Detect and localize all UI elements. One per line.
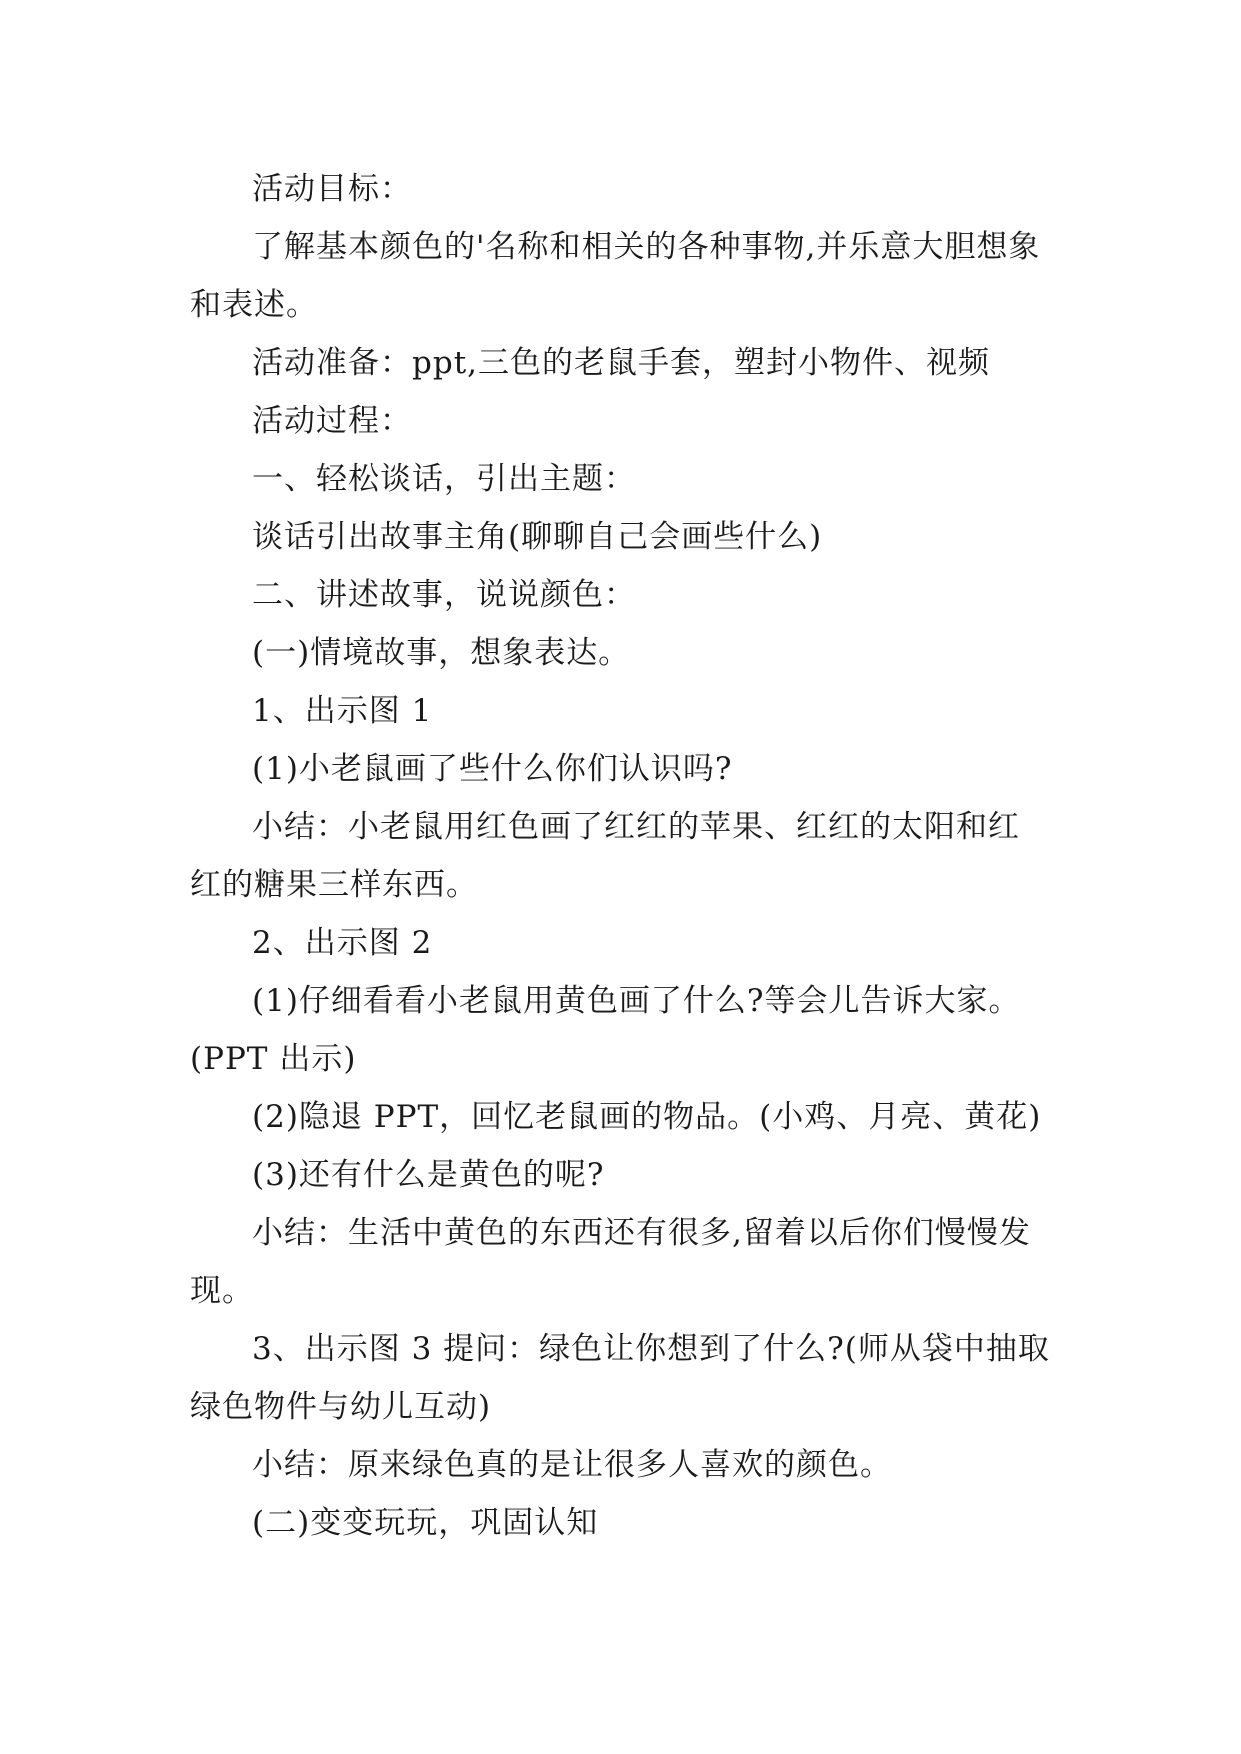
paragraph-summary-green: 小结：原来绿色真的是让很多人喜欢的颜色。 [252, 1447, 892, 1483]
heading-section-two: 二、讲述故事，说说颜色： [252, 577, 636, 613]
paragraph-summary-yellow: 小结：生活中黄色的东西还有很多,留着以后你们慢慢发现。 [190, 1215, 1031, 1309]
paragraph-preparation: 活动准备：ppt,三色的老鼠手套，塑封小物件、视频 [252, 345, 990, 381]
list-item-show-pic-3: 3、出示图 3 提问：绿色让你想到了什么?(师从袋中抽取绿色物件与幼儿互动) [190, 1331, 1050, 1425]
list-item-show-pic-2: 2、出示图 2 [252, 925, 433, 961]
list-item-question-yellow-3: (3)还有什么是黄色的呢? [252, 1157, 605, 1193]
paragraph-summary-red: 小结：小老鼠用红色画了红红的苹果、红红的太阳和红红的糖果三样东西。 [190, 809, 1020, 903]
heading-section-one: 一、轻松谈话，引出主题： [252, 461, 636, 497]
heading-activity-goal: 活动目标： [252, 171, 412, 207]
list-item-show-pic-1: 1、出示图 1 [252, 693, 433, 729]
list-item-question-yellow-2: (2)隐退 PPT，回忆老鼠画的物品。(小鸡、月亮、黄花) [252, 1099, 1042, 1135]
document-body [190, 160, 1050, 1552]
list-item-question-yellow-1: (1)仔细看看小老鼠用黄色画了什么?等会儿告诉大家。(PPT 出示) [190, 983, 1021, 1077]
list-item-question-1: (1)小老鼠画了些什么你们认识吗? [252, 751, 733, 787]
heading-subsection-one: (一)情境故事，想象表达。 [252, 635, 631, 671]
heading-activity-process: 活动过程： [252, 403, 412, 439]
heading-subsection-two: (二)变变玩玩，巩固认知 [252, 1505, 599, 1541]
paragraph-talk: 谈话引出故事主角(聊聊自己会画些什么) [252, 519, 823, 555]
paragraph-goal-text: 了解基本颜色的'名称和相关的各种事物,并乐意大胆想象和表述。 [190, 229, 1041, 323]
